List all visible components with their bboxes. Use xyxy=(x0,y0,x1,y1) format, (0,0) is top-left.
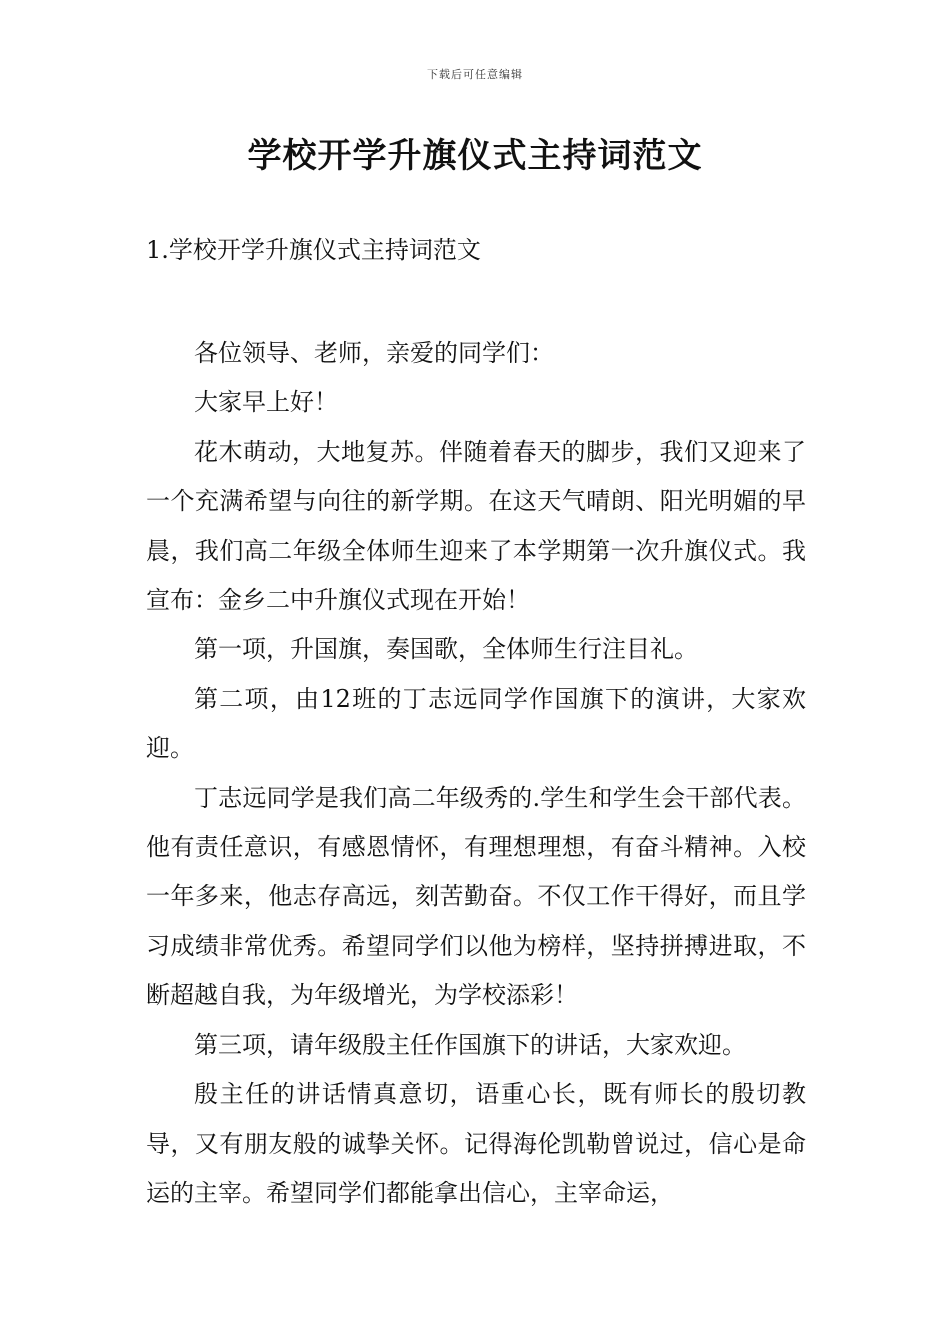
paragraph-opening: 花木萌动，大地复苏。伴随着春天的脚步，我们又迎来了一个充满希望与向往的新学期。在这天气晴朗、阳光明媚的早晨，我们高二年级全体师生迎来了本学期第一次升旗仪式。我宣布：金乡二中升旗仪式现在开始！ xyxy=(146,437,806,615)
document-body xyxy=(146,329,806,1218)
document-title: 学校开学升旗仪式主持词范文 xyxy=(247,136,703,176)
paragraph-greeting: 各位领导、老师，亲爱的同学们： xyxy=(194,339,554,367)
paragraph-item-two: 第二项，由12班的丁志远同学作国旗下的演讲，大家欢迎。 xyxy=(146,684,806,763)
paragraph-item-one: 第一项，升国旗，奏国歌，全体师生行注目礼。 xyxy=(194,635,698,664)
download-edit-note: 下载后可任意编辑 xyxy=(427,68,523,81)
paragraph-item-three: 第三项，请年级殷主任作国旗下的讲话，大家欢迎。 xyxy=(194,1030,746,1059)
paragraph-student-intro: 丁志远同学是我们高二年级秀的.学生和学生会干部代表。他有责任意识，有感恩情怀，有理想理想，有奋斗精神。入校一年多来，他志存高远，刻苦勤奋。不仅工作干得好，而且学习成绩非常优秀。希望同学们以他为榜样，坚持拼搏进取，不断超越自我，为年级增光，为学校添彩！ xyxy=(146,783,806,1010)
paragraph-good-morning: 大家早上好！ xyxy=(194,388,338,417)
section-heading: 1.学校开学升旗仪式主持词范文 xyxy=(146,236,481,264)
paragraph-director-remarks: 殷主任的讲话情真意切，语重心长，既有师长的殷切教导，又有朋友般的诚挚关怀。记得海伦凯勒曾说过，信心是命运的主宰。希望同学们都能拿出信心，主宰命运， xyxy=(146,1080,806,1207)
